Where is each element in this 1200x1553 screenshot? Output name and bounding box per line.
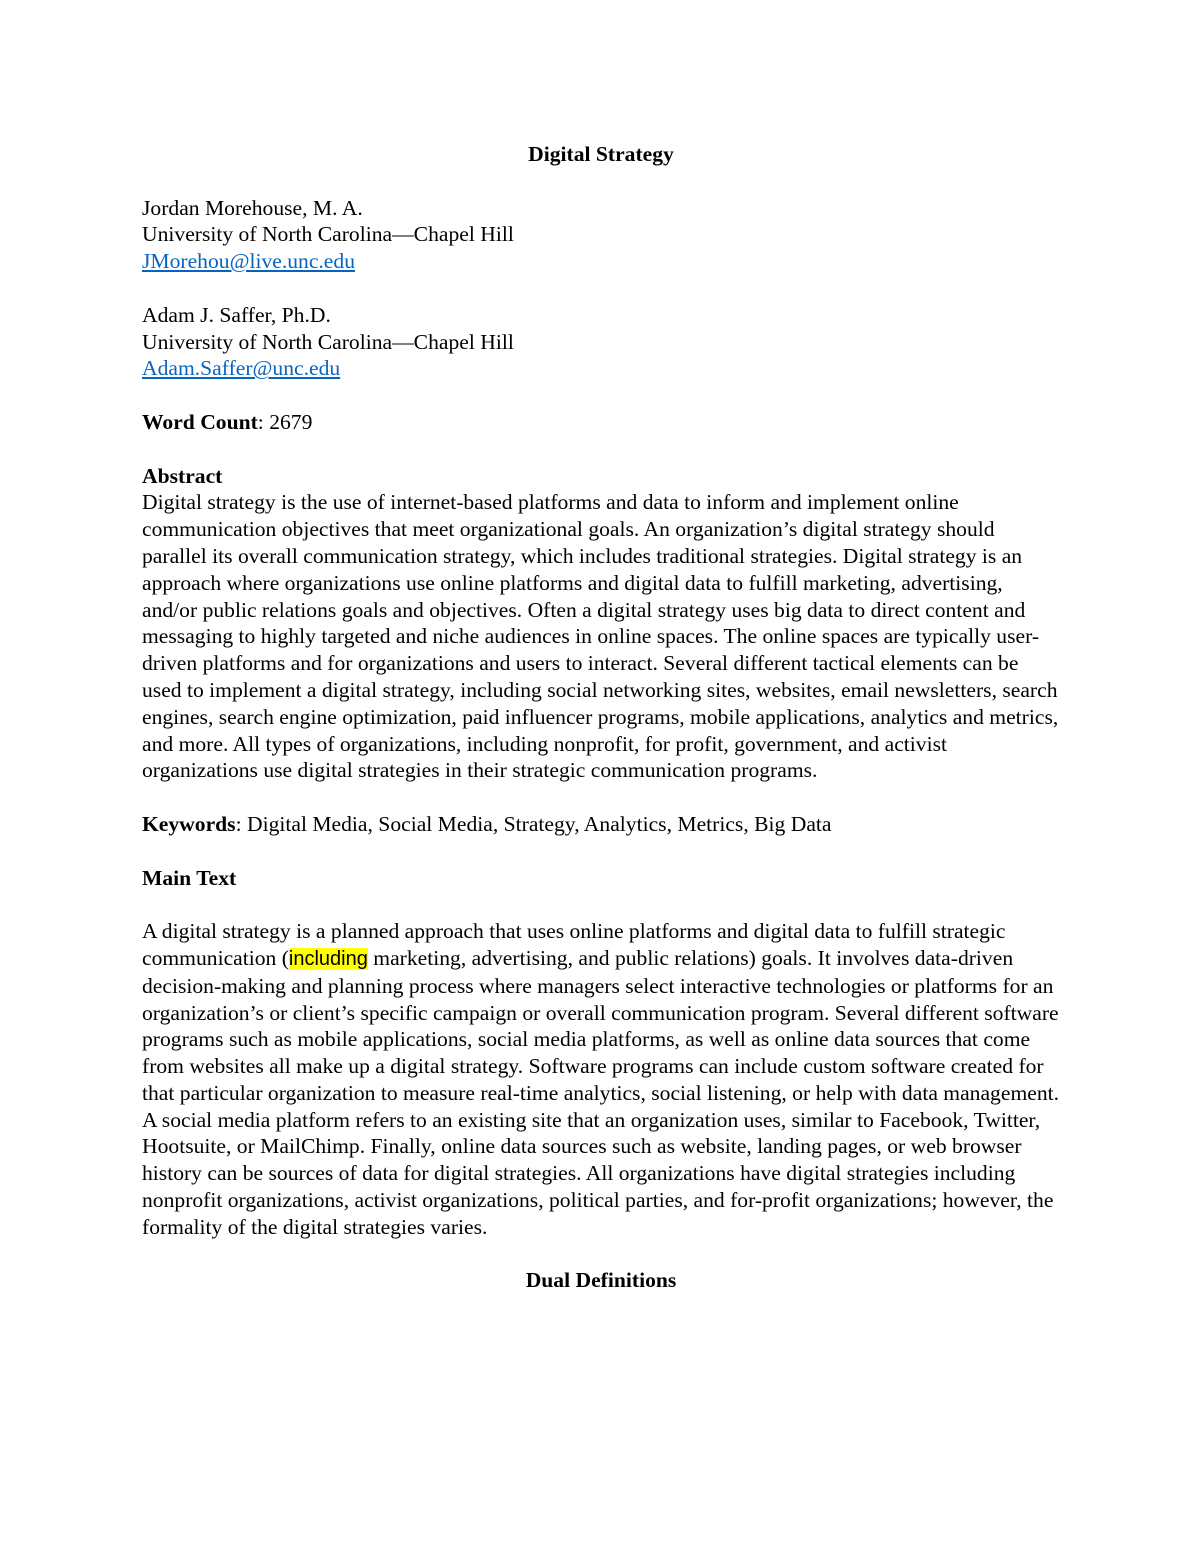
keywords — [142, 811, 1060, 838]
word-count — [142, 409, 1060, 436]
word-count-value: 2679 — [263, 409, 313, 434]
spacer — [142, 436, 1060, 463]
keywords-label: Keywords — [142, 811, 236, 836]
author-email-link[interactable]: JMorehou@live.unc.edu — [142, 249, 355, 274]
spacer — [142, 382, 1060, 409]
author-name: Jordan Morehouse, M. A. — [142, 195, 363, 220]
spacer — [142, 275, 1060, 302]
word-count-label: Word Count — [142, 409, 258, 434]
main-text-after: marketing, advertising, and public relations) goals. It involves data-driven decision-making and planning process where managers select interactive technologies or platforms for an organization’s or client’s specific campaign or overall communication program. Several different software programs such as mobile applications, social media platforms, as well as online data sources that come from websites all make up a digital strategy. Software programs can include custom software created for that particular organization to measure real-time analytics, social listening, or help with data management. A social media platform refers to an existing site that an organization uses, similar to Facebook, Twitter, Hootsuite, or MailChimp. Finally, online data sources such as website, landing pages, or web browser history can be sources of data for digital strategies. All organizations have digital strategies including nonprofit organizations, activist organizations, political parties, and for-profit organizations; however, the formality of the digital strategies varies. — [142, 945, 1060, 1239]
highlighted-word: including — [288, 947, 368, 970]
author-block-1 — [142, 195, 1060, 275]
spacer — [142, 784, 1060, 811]
main-text-heading: Main Text — [142, 865, 237, 890]
keywords-separator: : — [235, 811, 242, 836]
author-name: Adam J. Saffer, Ph.D. — [142, 302, 331, 327]
spacer — [142, 891, 1060, 918]
author-block-2 — [142, 302, 1060, 382]
abstract-heading: Abstract — [142, 463, 223, 488]
main-text-before: A digital strategy is a planned approach that uses online platforms and digital data to fulfill strategic communication ( — [142, 919, 1006, 970]
word-count-separator: : — [257, 409, 264, 434]
document-page — [142, 141, 1060, 1294]
section-heading: Dual Definitions — [525, 1268, 677, 1293]
spacer — [142, 1241, 1060, 1268]
spacer — [142, 838, 1060, 865]
author-affiliation: University of North Carolina—Chapel Hill — [142, 329, 514, 354]
author-affiliation: University of North Carolina—Chapel Hill — [142, 222, 514, 247]
main-text-paragraph — [142, 918, 1060, 1241]
author-email-link[interactable]: Adam.Saffer@unc.edu — [142, 356, 341, 381]
keywords-value: Digital Media, Social Media, Strategy, Analytics, Metrics, Big Data — [241, 811, 832, 836]
document-title: Digital Strategy — [528, 142, 674, 166]
abstract-text: Digital strategy is the use of internet-based platforms and data to inform and implement online communication objectives that meet organizational goals. An organization’s digital strategy should parallel its overall communication strategy, which includes traditional strategies. Digital strategy is an approach where organizations use online platforms and digital data to fulfill marketing, advertising, and/or public relations goals and objectives. Often a digital strategy uses big data to direct content and messaging to highly targeted and niche audiences in online spaces. The online spaces are typically user-driven platforms and for organizations and users to interact. Several different tactical elements can be used to implement a digital strategy, including social networking sites, websites, email newsletters, search engines, search engine optimization, paid influencer programs, mobile applications, analytics and metrics, and more. All types of organizations, including nonprofit, for profit, government, and activist organizations use digital strategies in their strategic communication programs. — [142, 490, 1059, 783]
spacer — [142, 168, 1060, 195]
